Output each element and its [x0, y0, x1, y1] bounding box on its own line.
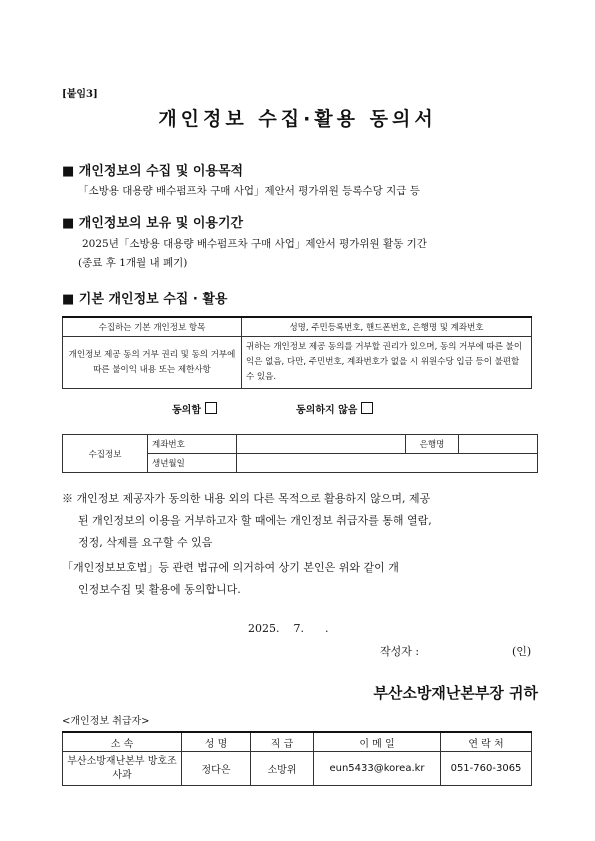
agree-option[interactable]	[172, 401, 217, 416]
agree-label: 동의함	[172, 405, 201, 416]
seal-mark: (인)	[512, 645, 532, 658]
disagree-label: 동의하지 않음	[296, 405, 358, 416]
form-tag: [붙임3]	[62, 89, 98, 100]
collect-group-label: 수집정보	[63, 435, 148, 473]
handler-department: 부산소방재난본부 방호조사과	[63, 752, 182, 786]
handler-header: 연 락 처	[441, 732, 532, 752]
writer-label: 작성자 :	[380, 645, 420, 658]
section1-heading: ■ 개인정보의 수집 및 이용목적	[62, 164, 244, 179]
basic-info-table	[62, 316, 532, 389]
section2-line2: (종료 후 1개월 내 폐기)	[78, 257, 188, 269]
row1-label: 수집하는 기본 개인정보 항목	[63, 317, 242, 337]
section1-body: 「소방용 대용량 배수펌프차 구매 사업」제안서 평가위원 등록수당 지급 등	[78, 185, 420, 197]
notice-line2: 된 개인정보의 이용을 거부하고자 할 때에는 개인정보 취급자를 통해 열람,	[78, 514, 432, 527]
bank-field[interactable]	[459, 435, 538, 454]
section2-heading: ■ 개인정보의 보유 및 이용기간	[62, 216, 244, 231]
notice-line4: 「개인정보보호법」등 관련 법규에 의거하여 상기 본인은 위와 같이 개	[62, 561, 399, 574]
handler-header: 직 급	[251, 732, 314, 752]
notice-line5: 인정보수집 및 활용에 동의합니다.	[78, 583, 241, 596]
row2-label: 개인정보 제공 동의 거부 권리 및 동의 거부에 따른 불이익 내용 또는 제한사항	[63, 337, 242, 389]
notice-line3: 정정, 삭제를 요구할 수 있음	[78, 536, 213, 549]
handler-rank: 소방위	[251, 752, 314, 786]
collect-info-table	[62, 434, 538, 473]
date-line: 2025. 7. .	[248, 622, 329, 635]
handler-caption: <개인정보 취급자>	[62, 716, 150, 727]
notice-line1: ※ 개인정보 제공자가 동의한 내용 외의 다른 목적으로 활용하지 않으며, 제공	[62, 492, 431, 505]
bank-label: 은행명	[406, 435, 459, 454]
handler-phone: 051-760-3065	[441, 752, 532, 786]
disagree-checkbox[interactable]	[361, 402, 373, 414]
section3-heading: ■ 기본 개인정보 수집 · 활용	[62, 292, 228, 307]
handler-header: 소 속	[63, 732, 182, 752]
disagree-option[interactable]	[296, 401, 373, 416]
account-field[interactable]	[237, 435, 406, 454]
addressee: 부산소방재난본부장 귀하	[373, 684, 538, 702]
handler-name: 정다은	[182, 752, 251, 786]
handler-table	[62, 731, 532, 786]
handler-header: 성 명	[182, 732, 251, 752]
agree-checkbox[interactable]	[205, 402, 217, 414]
birth-field[interactable]	[237, 454, 538, 473]
birth-label: 생년월일	[148, 454, 237, 473]
row1-value: 성명, 주민등록번호, 핸드폰번호, 은행명 및 계좌번호	[242, 317, 532, 337]
handler-email: eun5433@korea.kr	[314, 752, 441, 786]
account-label: 계좌번호	[148, 435, 237, 454]
section2-line1: 2025년「소방용 대용량 배수펌프차 구매 사업」제안서 평가위원 활동 기간	[82, 238, 427, 250]
document-title: 개인정보 수집·활용 동의서	[158, 108, 437, 130]
handler-header: 이 메 일	[314, 732, 441, 752]
row2-value: 귀하는 개인정보 제공 동의를 거부할 권리가 있으며, 동의 거부에 따른 불이익은 없음, 다만, 주민번호, 계좌번호가 없을 시 위원수당 입금 등이 불편할 수 있음.	[242, 337, 532, 389]
